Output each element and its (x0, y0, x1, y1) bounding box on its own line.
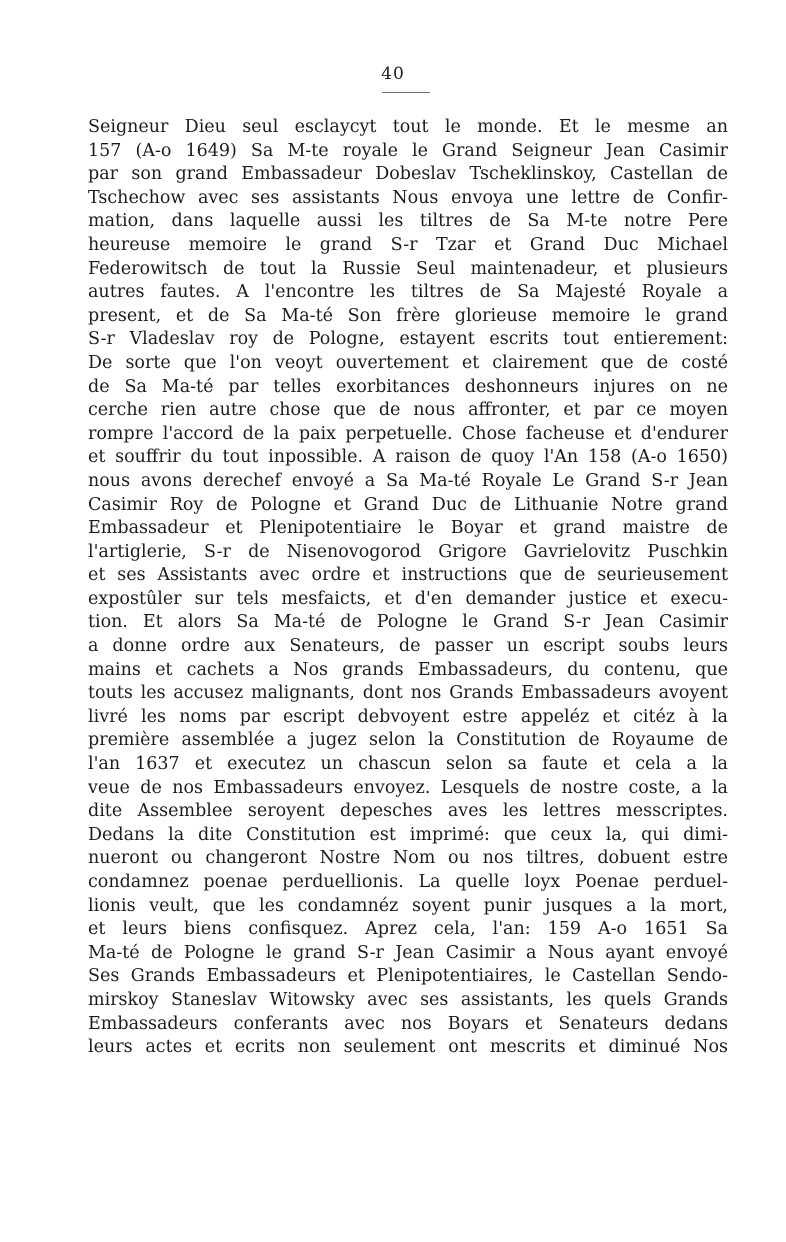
body-text (88, 116, 728, 1060)
text-line: Casimir Roy de Pologne et Grand Duc de Lithuanie Notre grand (88, 494, 728, 515)
text-line: lionis veult, que les condamnéz soyent punir jusques a la mort, (88, 895, 728, 916)
text-line: 157 (A-o 1649) Sa M-te royale le Grand Seigneur Jean Casimir (88, 140, 728, 161)
text-line: Tschechow avec ses assistants Nous envoya une lettre de Confir- (88, 187, 728, 208)
text-line: nous avons derechef envoyé a Sa Ma-té Royale Le Grand S-r Jean (88, 470, 728, 491)
text-line: l'artiglerie, S-r de Nisenovogorod Grigore Gavrielovitz Puschkin (88, 541, 728, 562)
text-line: autres fautes. A l'encontre les tiltres de Sa Majesté Royale a (88, 282, 728, 303)
text-line: condamnez poenae perduellionis. La quelle loyx Poenae perduel- (88, 872, 728, 892)
text-line: Embassadeur et Plenipotentiaire le Boyar et grand maistre de (88, 518, 728, 539)
text-line: mains et cachets a Nos grands Embassadeurs, du contenu, que (88, 659, 728, 680)
page-number-rule (382, 92, 430, 93)
text-line: leurs actes et ecrits non seulement ont mescrits et diminué Nos (88, 1037, 728, 1058)
text-line: touts les accusez malignants, dont nos Grands Embassadeurs avoyent (88, 683, 728, 704)
text-line: et ses Assistants avec ordre et instructions que de seurieusement (88, 565, 728, 586)
text-line: veue de nos Embassadeurs envoyez. Lesquels de nostre coste, a la (88, 777, 728, 798)
text-line: S-r Vladeslav roy de Pologne, estayent escrits tout entierement: (88, 329, 728, 350)
text-line: mirskoy Staneslav Witowsky avec ses assistants, les quels Grands (88, 989, 728, 1010)
text-line: première assemblée a jugez selon la Constitution de Royaume de (88, 730, 728, 751)
text-line: par son grand Embassadeur Dobeslav Tscheklinskoy, Castellan de (88, 164, 728, 185)
text-line: cerche rien autre chose que de nous affronter, et par ce moyen (88, 400, 728, 421)
text-line: de Sa Ma-té par telles exorbitances deshonneurs injures on ne (88, 376, 728, 397)
text-line: present, et de Sa Ma-té Son frère glorieuse memoire le grand (88, 305, 728, 326)
text-line: livré les noms par escript debvoyent estre appeléz et citéz à la (88, 706, 728, 727)
text-line: Embassadeurs conferants avec nos Boyars et Senateurs dedans (88, 1013, 728, 1034)
page-number: 40 (381, 64, 405, 84)
text-line: l'an 1637 et executez un chascun selon sa faute et cela a la (88, 754, 728, 775)
text-line: et souffrir du tout inpossible. A raison de quoy l'An 158 (A-o 1650) (88, 447, 728, 468)
text-line: tion. Et alors Sa Ma-té de Pologne le Grand S-r Jean Casimir (88, 612, 728, 633)
text-line: De sorte que l'on veoyt ouvertement et clairement que de costé (88, 352, 728, 373)
text-line: rompre l'accord de la paix perpetuelle. Chose facheuse et d'endurer (88, 423, 728, 444)
text-line: a donne ordre aux Senateurs, de passer un escript soubs leurs (88, 636, 728, 657)
text-line: dite Assemblee seroyent depesches aves les lettres messcriptes. (88, 801, 728, 822)
text-line: Dedans la dite Constitution est imprimé: que ceux la, qui dimi- (88, 824, 728, 845)
text-line: expostûler sur tels mesfaicts, et d'en demander justice et execu- (88, 588, 728, 609)
text-line: Ma-té de Pologne le grand S-r Jean Casimir a Nous ayant envoyé (88, 942, 728, 963)
text-line: Federowitsch de tout la Russie Seul maintenadeur, et plusieurs (88, 258, 728, 279)
text-line: nueront ou changeront Nostre Nom ou nos tiltres, dobuent estre (88, 848, 728, 869)
text-line: Ses Grands Embassadeurs et Plenipotentiaires, le Castellan Sendo- (88, 966, 728, 987)
text-line: mation, dans laquelle aussi les tiltres de Sa M-te notre Pere (88, 211, 728, 232)
text-line: et leurs biens confisquez. Aprez cela, l'an: 159 A-o 1651 Sa (88, 919, 728, 940)
text-line: heureuse memoire le grand S-r Tzar et Grand Duc Michael (88, 234, 728, 255)
text-line: Seigneur Dieu seul esclaycyt tout le monde. Et le mesme an (88, 117, 728, 137)
